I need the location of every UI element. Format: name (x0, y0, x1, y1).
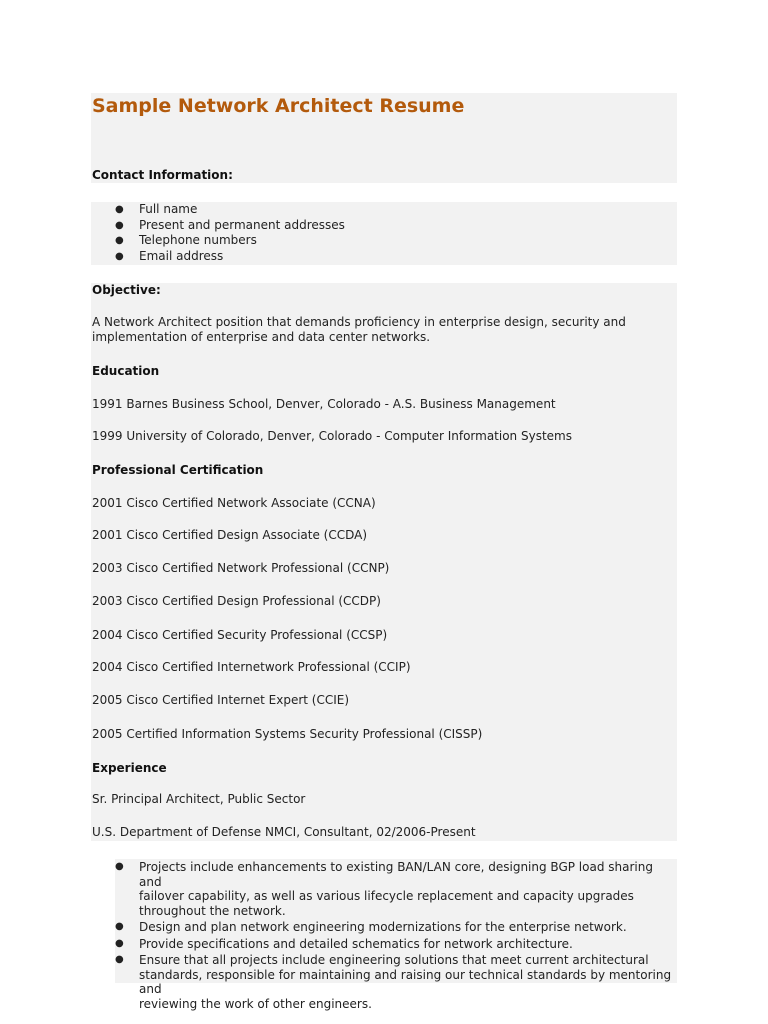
bullet-icon: ● (115, 861, 124, 872)
experience-role: Sr. Principal Architect, Public Sector (92, 792, 306, 806)
contact-heading: Contact Information: (92, 168, 233, 182)
certification-heading: Professional Certification (92, 463, 264, 477)
list-item: ● Full name (115, 202, 198, 216)
education-entry: 1991 Barnes Business School, Denver, Colorado - A.S. Business Management (92, 397, 556, 411)
objective-heading: Objective: (92, 283, 161, 297)
bullet-icon: ● (115, 204, 124, 215)
list-item: ● Telephone numbers (115, 233, 257, 247)
certification-entry: 2001 Cisco Certified Network Associate (CCNA) (92, 496, 376, 510)
page-title: Sample Network Architect Resume (92, 95, 465, 117)
certification-entry: 2003 Cisco Certified Design Professional (CCDP) (92, 594, 381, 608)
bullet-icon: ● (115, 937, 124, 949)
list-item: ● Projects include enhancements to existing BAN/LAN core, designing BGP load sharing and failover capability, as well as various lifecycle replacement and capacity upgrades throughout the network. (115, 860, 653, 918)
education-heading: Education (92, 364, 160, 378)
objective-line: implementation of enterprise and data center networks. (92, 330, 431, 344)
bullet-icon: ● (115, 921, 124, 932)
certification-entry: 2003 Cisco Certified Network Professional (CCNP) (92, 561, 390, 575)
list-item: ● Provide specifications and detailed schematics for network architecture. (115, 936, 573, 951)
certification-entry: 2005 Certified Information Systems Security Professional (CISSP) (92, 727, 483, 741)
list-item: ● Email address (115, 248, 224, 263)
experience-heading: Experience (92, 761, 167, 775)
bullet-icon: ● (115, 219, 124, 231)
bullet-icon: ● (115, 954, 124, 965)
certification-entry: 2005 Cisco Certified Internet Expert (CCIE) (92, 693, 350, 707)
experience-bullets (115, 860, 675, 1011)
bullet-icon: ● (115, 235, 124, 246)
experience-employer: U.S. Department of Defense NMCI, Consultant, 02/2006-Present (92, 825, 476, 839)
bullet-icon: ● (115, 250, 124, 262)
list-item: ● Ensure that all projects include engineering solutions that meet current architectural standards, responsible for maintaining and raising our technical standards by mentoring and reviewing the work of other engineers. (115, 953, 672, 1011)
certification-entry: 2001 Cisco Certified Design Associate (CCDA) (92, 528, 368, 542)
certification-entry: 2004 Cisco Certified Security Professional (CCSP) (92, 628, 388, 642)
objective-line: A Network Architect position that demands proficiency in enterprise design, security and (92, 315, 626, 329)
list-item: ● Present and permanent addresses (115, 217, 345, 232)
certification-entry: 2004 Cisco Certified Internetwork Professional (CCIP) (92, 660, 411, 674)
education-entry: 1999 University of Colorado, Denver, Colorado - Computer Information Systems (92, 429, 572, 443)
contact-list (115, 202, 345, 264)
list-item: ● Design and plan network engineering modernizations for the enterprise network. (115, 920, 627, 934)
